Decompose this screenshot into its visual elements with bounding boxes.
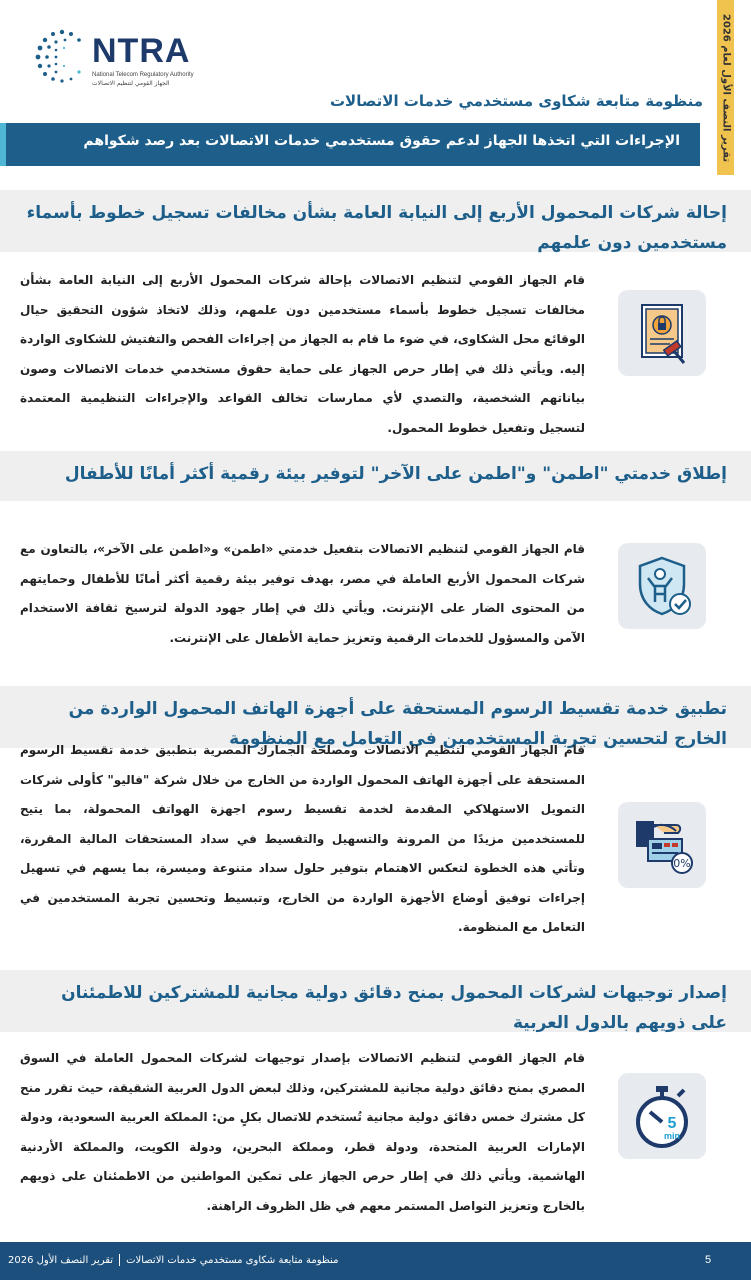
report-tag-text: تقرير النصف الأول لعام 2026	[720, 13, 731, 162]
logo-dots-icon	[34, 28, 90, 84]
section-3-title: تطبيق خدمة تقسيط الرسوم المستحقة على أجهزة الهاتف المحمول الواردة من الخارج لتحسين تجربة المستخدمين في التعامل مع المنظومة	[0, 686, 751, 748]
section-banner	[0, 123, 700, 166]
page-number: 5	[705, 1254, 712, 1266]
stopwatch-number: 5	[667, 1115, 677, 1132]
logo-subtitle-ar: الجهاز القومي لتنظيم الاتصالات	[92, 80, 170, 87]
footer-report: تقرير النصف الأول 2026	[8, 1255, 114, 1266]
section-1-icon-box	[618, 290, 706, 376]
section-1-body: قام الجهاز القومي لتنظيم الاتصالات بإحالة شركات المحمول الأربع إلى النيابة العامة بشأن مخالفات تسجيل خطوط بأسماء مستخدمين دون علمهم، وذلك لاتخاذ شؤون التحقيق حيال الوقائع محل الشكاوى، في ضوء ما قام به الجهاز من إجراءات الفحص والتفتيش للشكاوى الواردة إليه. ويأتي ذلك في إطار حرص الجهاز على حماية حقوق مستخدمي خدمات الاتصالات وصون بياناتهم الشخصية، والتصدي لأي ممارسات تخالف القواعد والإجراءات التنظيمية المعتمدة لتسجيل وتفعيل خطوط المحمول.	[20, 273, 585, 435]
section-2-icon-box	[618, 543, 706, 629]
system-title: منظومة متابعة شكاوى مستخدمي خدمات الاتصالات	[329, 92, 703, 110]
footer-text	[8, 1254, 338, 1266]
section-3-icon-box	[618, 802, 706, 888]
legal-document-lock-gavel-icon	[630, 301, 694, 365]
five-minute-stopwatch-icon	[630, 1084, 694, 1148]
banner-text: الإجراءات التي اتخذها الجهاز لدعم حقوق مستخدمي خدمات الاتصالات بعد رصد شكواهم	[83, 133, 680, 149]
svg-text:0%: 0%	[673, 857, 691, 870]
section-2-title: إطلاق خدمتي "اطمن" و"اطمن على الآخر" لتوفير بيئة رقمية أكثر أمانًا للأطفال	[0, 451, 751, 501]
logo-brand: NTRA	[92, 32, 191, 70]
section-1-title: إحالة شركات المحمول الأربع إلى النيابة العامة بشأن مخالفات تسجيل خطوط بأسماء مستخدمين دون علمهم	[0, 190, 751, 252]
stopwatch-unit: min	[663, 1131, 681, 1141]
child-protection-shield-icon	[630, 554, 694, 618]
section-3-body: قام الجهاز القومي لتنظيم الاتصالات ومصلحة الجمارك المصرية بتطبيق خدمة تقسيط الرسوم المستحقة على أجهزة الهاتف المحمول الواردة من الخارج من خلال شركة "فاليو" كأولى شركات التمويل الاستهلاكي المقدمة لخدمة تقسيط رسوم اجهزة الهواتف المحمولة، بما يتيح للمستخدمين مزيدًا من المرونة والتسهيل والتقسيط في سداد المستحقات المالية المقررة، وتأتي هذه الخطوة لتعكس الاهتمام بتوفير حلول سداد متنوعة وميسرة، بما يسهم في تسهيل إجراءات توفيق أوضاع الأجهزة الواردة من الخارج، وتبسيط وتحسين تجربة المستخدمين في التعامل مع المنظومة.	[20, 743, 585, 934]
section-4-body: قام الجهاز القومي لتنظيم الاتصالات بإصدار توجيهات لشركات المحمول العاملة في السوق المصري بمنح دقائق دولية مجانية للمشتركين، وذلك لبعض الدول العربية الشقيقة، حيث تقرر منح كل مشترك خمس دقائق دولية مجانية تُستخدم للاتصال بكلٍ من: المملكة العربية السعودية، ودولة الإمارات العربية المتحدة، ودولة قطر، ومملكة البحرين، ودولة الكويت، والمملكة الأردنية الهاشمية. ويأتي ذلك في إطار حرص الجهاز على تمكين المواطنين من الاطمئنان على ذويهم بالخارج وتعزيز التواصل المستمر معهم في ظل الظروف الراهنة.	[20, 1051, 585, 1213]
ntra-logo	[34, 28, 204, 88]
report-tag	[717, 0, 734, 175]
logo-subtitle-en: National Telecom Regulatory Authority	[92, 72, 194, 78]
footer	[0, 1242, 751, 1280]
section-4-icon-box	[618, 1073, 706, 1159]
section-4-title: إصدار توجيهات لشركات المحمول بمنح دقائق دولية مجانية للمشتركين للاطمئنان على ذويهم بالدول العربية	[0, 970, 751, 1032]
section-2-body: قام الجهاز القومي لتنظيم الاتصالات بتفعيل خدمتي «اطمن» و«اطمن على الآخر»، بالتعاون مع شركات المحمول الأربع العاملة في مصر، بهدف توفير بيئة رقمية أكثر أمانًا للأطفال وحمايتهم من المحتوى الضار على الإنترنت. ويأتي ذلك في إطار جهود الدولة لترسيخ ثقافة الاستخدام الآمن والمسؤول للخدمات الرقمية وتعزيز حماية الأطفال على الإنترنت.	[20, 542, 585, 645]
footer-system: منظومة متابعة شكاوى مستخدمي خدمات الاتصالات	[126, 1255, 339, 1266]
footer-separator	[119, 1254, 120, 1266]
installment-payment-icon	[630, 813, 694, 877]
